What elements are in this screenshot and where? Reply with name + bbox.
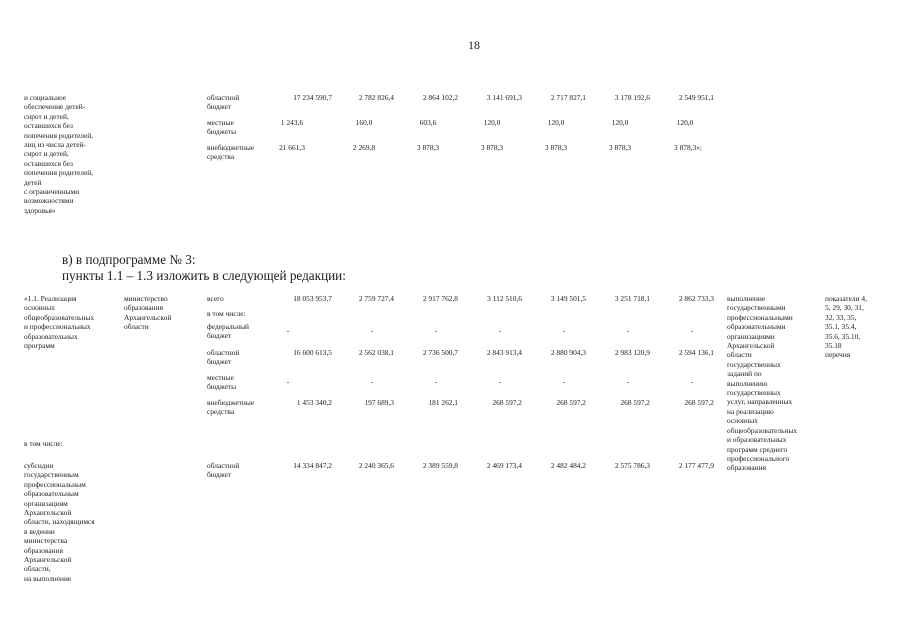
value-cell: - bbox=[370, 326, 374, 335]
value-cell: 2 482 484,2 bbox=[550, 461, 586, 470]
funding-source: областной бюджет bbox=[207, 93, 240, 112]
value-cell: 1 243,6 bbox=[280, 118, 304, 127]
value-cell: 2 469 173,4 bbox=[486, 461, 522, 470]
funding-source: внебюджетные средства bbox=[207, 143, 255, 162]
funding-source: местные бюджеты bbox=[207, 118, 237, 137]
program-label: и социальное обеспечение детей- сирот и детей, оставшихся без попечения родителей, лиц из числа детей- сирот и детей, оставшихся без попечения родителей, детей с ограниченными возможностями здоровья» bbox=[24, 93, 94, 215]
value-cell: 18 053 953,7 bbox=[293, 294, 332, 303]
value-cell: 3 149 501,5 bbox=[550, 294, 586, 303]
value-cell: - bbox=[370, 377, 374, 386]
value-cell: 14 334 847,2 bbox=[293, 461, 332, 470]
value-cell: 268 597,2 bbox=[556, 398, 586, 407]
value-cell: - bbox=[286, 377, 290, 386]
value-cell: 2 864 102,2 bbox=[422, 93, 458, 102]
table-row bbox=[0, 398, 905, 417]
value-cell: - bbox=[690, 377, 694, 386]
value-cell: - bbox=[434, 326, 438, 335]
value-cell: - bbox=[286, 326, 290, 335]
value-cell: 21 661,3 bbox=[279, 143, 305, 152]
value-cell: - bbox=[498, 377, 502, 386]
value-cell: 3 878,3 bbox=[544, 143, 568, 152]
indicators: показатели 4, 5, 29, 30, 31, 32, 33, 35, 35.1, 35.4, 35.6, 35.10, 35.18 перечня bbox=[825, 294, 867, 360]
value-cell: 603,6 bbox=[419, 118, 437, 127]
funding-source: всего bbox=[207, 294, 224, 303]
value-cell: 2 562 038,1 bbox=[358, 348, 394, 357]
value-cell: 268 597,2 bbox=[620, 398, 650, 407]
value-cell: - bbox=[498, 326, 502, 335]
including-label: в том числе: bbox=[24, 439, 63, 448]
value-cell: 197 689,3 bbox=[364, 398, 394, 407]
funding-source: внебюджетные средства bbox=[207, 398, 255, 417]
value-cell: 3 878,3»; bbox=[674, 143, 702, 152]
value-cell: 268 597,2 bbox=[684, 398, 714, 407]
value-cell: - bbox=[562, 326, 566, 335]
value-cell: 3 878,3 bbox=[608, 143, 632, 152]
value-cell: 2 782 826,4 bbox=[358, 93, 394, 102]
value-cell: 2 880 904,3 bbox=[550, 348, 586, 357]
value-cell: 2 917 762,8 bbox=[422, 294, 458, 303]
funding-source: областной бюджет bbox=[207, 461, 240, 480]
value-cell: 2 269,8 bbox=[352, 143, 376, 152]
value-cell: - bbox=[434, 377, 438, 386]
funding-source: федеральный бюджет bbox=[207, 322, 249, 341]
expected-result: выполнение государственными профессиональными образовательными организациями Архангельской области государственных заданий по выполнению государственных услуг, направленных на реализацию основных общеобразовательных и образовательных программ среднего профессионального образования bbox=[727, 294, 798, 473]
subsidy-label: субсидии государственным профессиональным образовательным организациям Архангельской области, находящимся в ведении министерства образования Архангельской области, на выполнение bbox=[24, 461, 95, 583]
funding-source: местные бюджеты bbox=[207, 373, 237, 392]
value-cell: 2 717 827,1 bbox=[550, 93, 586, 102]
value-cell: 2 575 786,3 bbox=[614, 461, 650, 470]
value-cell: 1 453 340,2 bbox=[296, 398, 332, 407]
value-cell: 120,0 bbox=[483, 118, 501, 127]
value-cell: 160,0 bbox=[355, 118, 373, 127]
table-row bbox=[0, 118, 905, 137]
table-row bbox=[0, 348, 905, 367]
value-cell: 2 843 913,4 bbox=[486, 348, 522, 357]
value-cell: 3 112 510,6 bbox=[487, 294, 522, 303]
table-row bbox=[0, 93, 905, 112]
value-cell: 2 240 365,6 bbox=[358, 461, 394, 470]
value-cell: 120,0 bbox=[611, 118, 629, 127]
value-cell: 3 141 691,3 bbox=[486, 93, 522, 102]
table-row bbox=[0, 143, 905, 162]
value-cell: 2 549 951,1 bbox=[678, 93, 714, 102]
value-cell: 268 597,2 bbox=[492, 398, 522, 407]
value-cell: 3 178 192,6 bbox=[614, 93, 650, 102]
value-cell: 3 878,3 bbox=[480, 143, 504, 152]
value-cell: 2 759 727,4 bbox=[358, 294, 394, 303]
value-cell: - bbox=[562, 377, 566, 386]
table-row bbox=[0, 322, 905, 341]
executor: министерство образования Архангельской области bbox=[124, 294, 172, 332]
value-cell: 2 389 559,8 bbox=[422, 461, 458, 470]
funding-source: областной бюджет bbox=[207, 348, 240, 367]
value-cell: - bbox=[690, 326, 694, 335]
value-cell: 3 878,3 bbox=[416, 143, 440, 152]
value-cell: 2 177 477,9 bbox=[678, 461, 714, 470]
page-number: 18 bbox=[468, 38, 480, 52]
value-cell: 2 594 136,1 bbox=[678, 348, 714, 357]
value-cell: 3 251 718,1 bbox=[614, 294, 650, 303]
value-cell: 2 736 500,7 bbox=[422, 348, 458, 357]
value-cell: - bbox=[626, 326, 630, 335]
value-cell: 120,0 bbox=[676, 118, 694, 127]
value-cell: 2 862 733,3 bbox=[678, 294, 714, 303]
value-cell: 2 983 120,9 bbox=[614, 348, 650, 357]
table-row bbox=[0, 373, 905, 392]
value-cell: - bbox=[626, 377, 630, 386]
value-cell: 120,0 bbox=[547, 118, 565, 127]
funding-source: в том числе: bbox=[207, 309, 246, 318]
value-cell: 17 234 590,7 bbox=[293, 93, 332, 102]
value-cell: 16 600 613,5 bbox=[293, 348, 332, 357]
item-label: «1.1. Реализация основных общеобразовательных и профессиональных образовательных программ bbox=[24, 294, 95, 351]
section-heading: в) в подпрограмме № 3: bbox=[62, 252, 196, 267]
section-subheading: пункты 1.1 – 1.3 изложить в следующей редакции: bbox=[62, 268, 346, 283]
table-row bbox=[0, 461, 905, 480]
table-row bbox=[0, 294, 905, 304]
value-cell: 181 262,1 bbox=[428, 398, 458, 407]
